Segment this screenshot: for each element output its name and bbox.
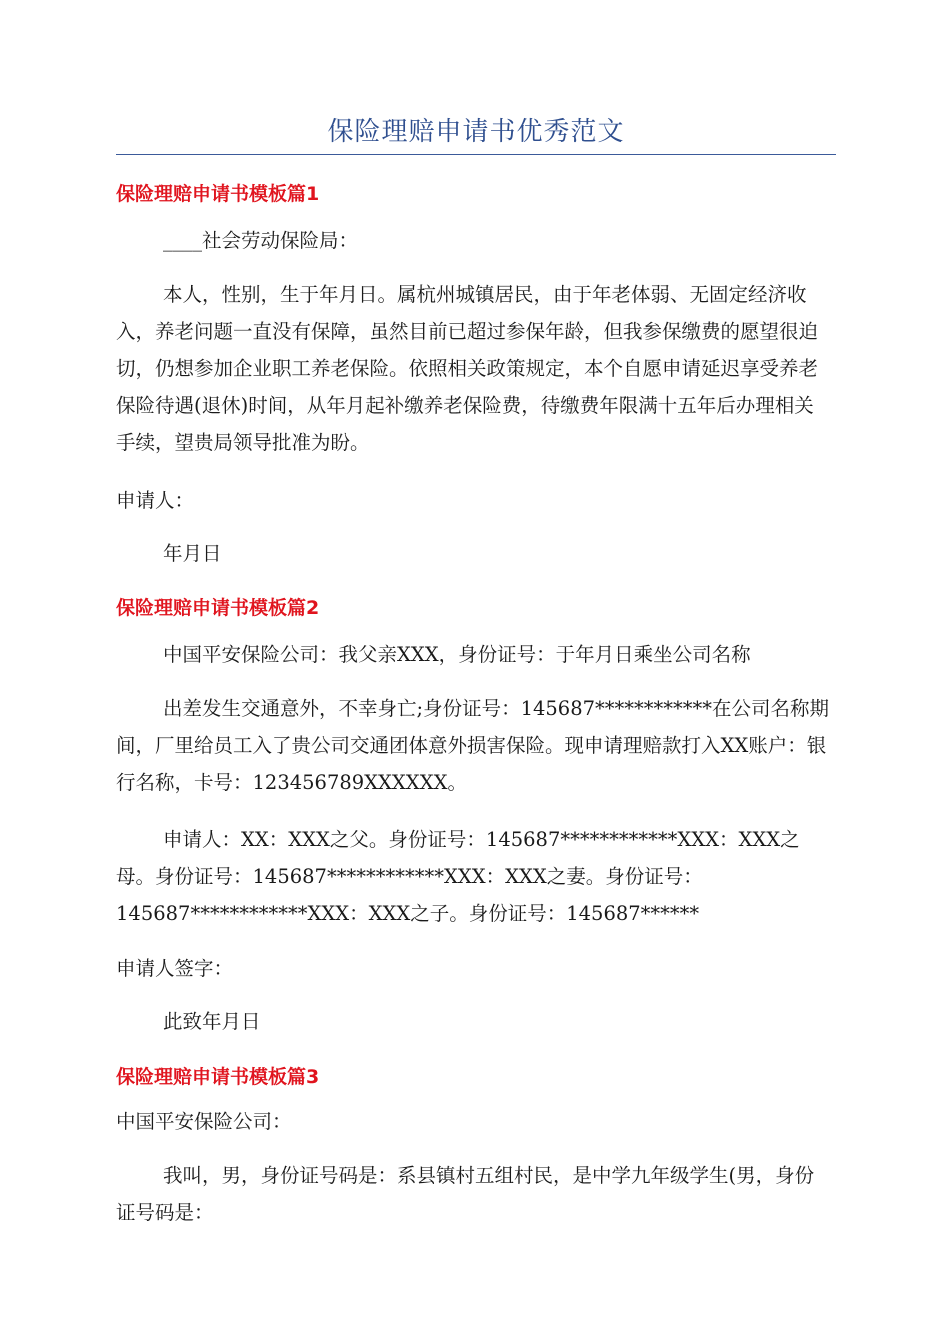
body-paragraph-3: 我叫，男，身份证号码是：系县镇村五组村民，是中学九年级学生(男，身份证号码是： — [116, 1164, 815, 1224]
body-paragraph-2b: 申请人：XX：XXX之父。身份证号：145687************XXX：XXX之母。身份证号：145687************XXX：XXX之妻。身份证号：145687************XXX：XXX之子。身份证号：145687****** — [116, 828, 800, 925]
body-paragraph-1: 本人，性别，生于年月日。属杭州城镇居民，由于年老体弱、无固定经济收入，养老问题一直没有保障，虽然目前已超过参保年龄，但我参保缴费的愿望很迫切，仍想参加企业职工养老保险。依照相关政策规定，本个自愿申请延迟享受养老保险待遇(退休)时间，从年月起补缴养老保险费，待缴费年限满十五年后办理相关手续，望贵局领导批准为盼。 — [116, 283, 819, 454]
section-heading-1: 保险理赔申请书模板篇1 — [116, 183, 320, 205]
document-title: 保险理赔申请书优秀范文 — [327, 117, 625, 147]
signature-label-2: 申请人签字： — [116, 957, 234, 980]
salutation-1: ____社会劳动保险局： — [163, 229, 359, 252]
closing-line-2: 此致年月日 — [163, 1010, 261, 1033]
section-heading-3: 保险理赔申请书模板篇3 — [116, 1066, 320, 1088]
title-underline — [116, 154, 836, 155]
salutation-3: 中国平安保险公司： — [116, 1110, 292, 1133]
intro-line-2: 中国平安保险公司：我父亲XXX，身份证号：于年月日乘坐公司名称 — [163, 643, 751, 666]
body-paragraph-2a: 出差发生交通意外，不幸身亡;身份证号：145687************在公司名称期间，厂里给员工入了贵公司交通团体意外损害保险。现申请理赔款打入XX账户：银行名称，卡号：123456789XXXXXX。 — [116, 697, 830, 794]
section-heading-2: 保险理赔申请书模板篇2 — [116, 597, 320, 619]
applicant-label-1: 申请人： — [116, 489, 195, 512]
date-line-1: 年月日 — [163, 542, 222, 565]
